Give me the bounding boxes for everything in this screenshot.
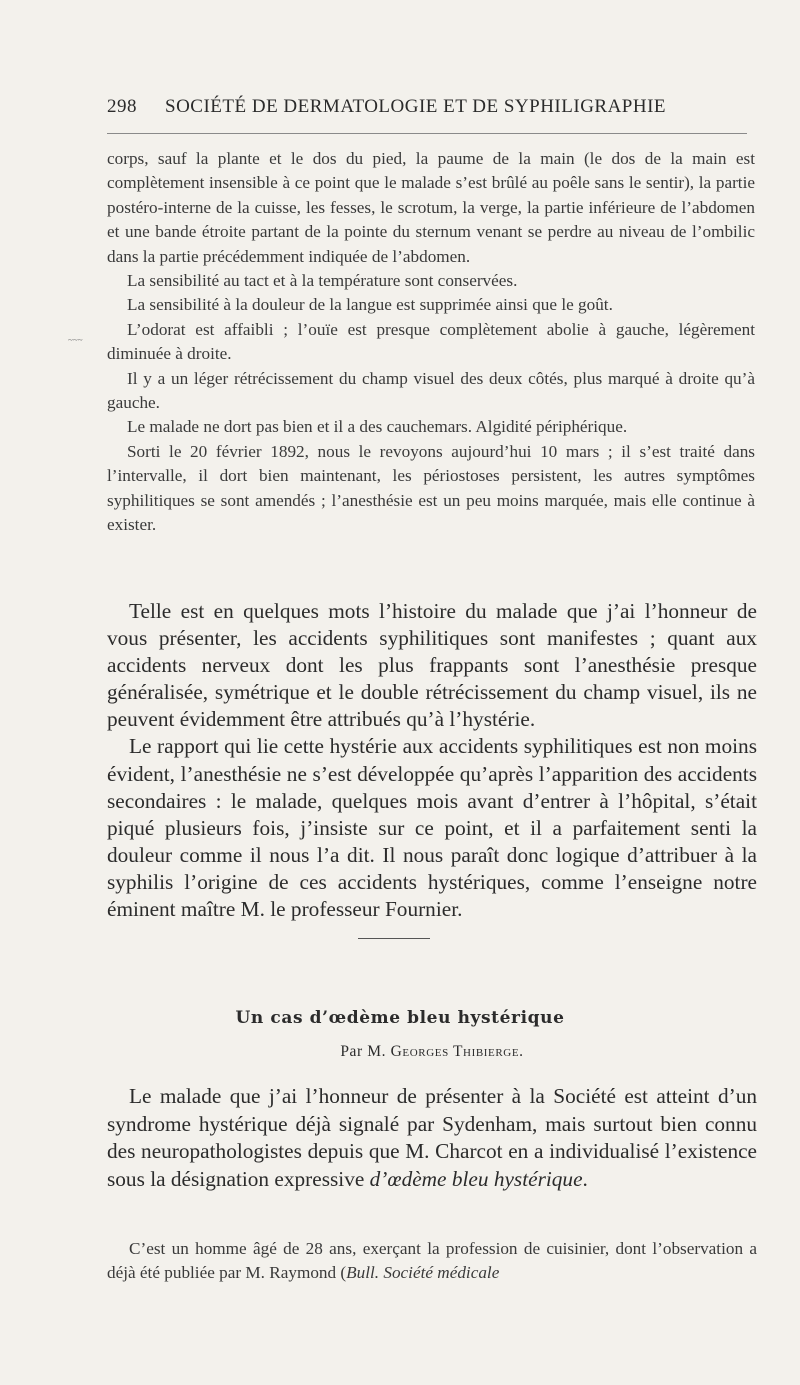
article-title: Un cas d’œdème bleu hystérique — [235, 1008, 565, 1028]
discussion-paragraph: Telle est en quelques mots l’histoire du malade que j’ai l’honneur de vous présenter, les accidents syphilitiques sont manifestes ; quant aux accidents nerveux dont les plus frappants sont l’anesthésie presque généralisée, symétrique et le double rétrécissement du champ visuel, ils ne peuvent évidemment être attribués qu’à l’hystérie. — [107, 599, 757, 732]
case-paragraph: La sensibilité à la douleur de la langue est supprimée ainsi que le goût. — [127, 295, 613, 315]
running-header — [107, 96, 757, 118]
intro-text: Le malade que j’ai l’honneur de présenter à la Société est atteint d’un syndrome hystérique déjà signalé par Sydenham, mais surtout bien connu des neuropathologistes depuis que M. Charcot en a individualisé l’existence sous la désignation expressive — [107, 1084, 757, 1191]
author-prefix: Par M. — [340, 1043, 387, 1060]
case-paragraph: Sorti le 20 février 1892, nous le revoyons aujourd’hui 10 mars ; il s’est traité dans l’intervalle, il dort bien maintenant, les périostoses persistent, les autres symptômes syphilitiques se sont amendés ; l’anesthésie est un peu moins marquée, mais elle continue à exister. — [107, 441, 755, 535]
intro-paragraph — [107, 1083, 757, 1193]
header-rule — [107, 133, 747, 134]
running-title: SOCIÉTÉ DE DERMATOLOGIE ET DE SYPHILIGRAPHIE — [165, 96, 667, 117]
page-number: 298 — [107, 96, 137, 117]
case-details-section — [107, 147, 755, 538]
intro-end: . — [582, 1166, 588, 1191]
intro-section — [107, 1083, 757, 1193]
case-paragraph: Le malade ne dort pas bien et il a des cauchemars. Algidité périphérique. — [127, 417, 628, 437]
section-divider — [358, 938, 430, 939]
case-paragraph: Il y a un léger rétrécissement du champ visuel des deux côtés, plus marqué à droite qu’à gauche. — [107, 368, 755, 413]
case-paragraph: corps, sauf la plante et le dos du pied, la paume de la main (le dos de la main est complètement insensible à ce point que le malade s’est brûlé au poêle sans le sentir), la partie postéro-interne de la cuisse, les fesses, le scrotum, la verge, la partie inférieure de l’abdomen et une bande étroite partant de la pointe du sternum venant se perdre au niveau de l’ombilic dans la partie précédemment indiquée de l’abdomen. — [107, 149, 755, 266]
discussion-section — [107, 598, 757, 923]
discussion-paragraph: Le rapport qui lie cette hystérie aux accidents syphilitiques est non moins évident, l’anesthésie ne s’est développée qu’après l’apparition des accidents secondaires : le malade, quelques mois avant d’entrer à l’hôpital, s’était piqué plusieurs fois, j’insiste sur ce point, et il a parfaitement senti la douleur comme il nous l’a dit. Il nous paraît donc logique d’attribuer à la syphilis l’origine de ces accidents hystériques, comme l’enseigne notre éminent maître M. le professeur Fournier. — [107, 734, 757, 922]
observation-italic: Bull. Société médicale — [346, 1263, 500, 1283]
author-name: Georges Thibierge. — [390, 1043, 524, 1060]
observation-section — [107, 1237, 757, 1286]
intro-italic: d’œdème bleu hystérique — [369, 1166, 583, 1191]
case-paragraph: L’odorat est affaibli ; l’ouïe est presque complètement abolie à gauche, légèrement diminuée à droite. — [107, 319, 755, 364]
observation-paragraph — [107, 1237, 757, 1286]
margin-mark: ~~~ — [68, 335, 83, 345]
article-author — [0, 1043, 800, 1061]
observation-text: C’est un homme âgé de 28 ans, exerçant la profession de cuisinier, dont l’observation a déjà été publiée par M. Raymond ( — [107, 1239, 757, 1283]
case-paragraph: La sensibilité au tact et à la température sont conservées. — [127, 271, 518, 291]
